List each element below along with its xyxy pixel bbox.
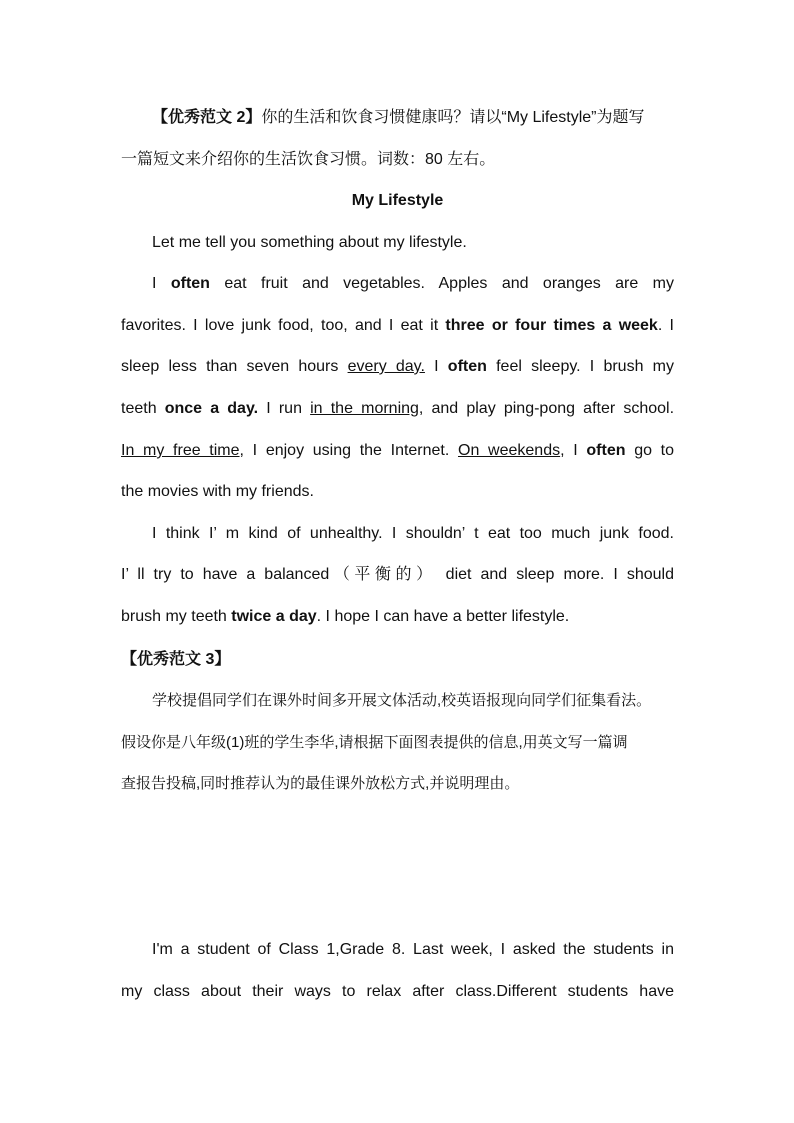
essay2-prompt-line-2: 一篇短文来介绍你的生活饮食习惯。词数：80 左右。 <box>121 151 496 168</box>
essay2-line-4: teeth once a day. I run in the morning, and play ping-pong after school. <box>121 400 675 417</box>
essay2-paragraph-1: Let me tell you something about my lifestyle. <box>152 234 467 251</box>
essay2-header-tag: 【优秀范文 2】 <box>152 109 262 126</box>
essay3-prompt-line-2: 假设你是八年级(1)班的学生李华,请根据下面图表提供的信息,用英文写一篇调 <box>121 734 628 751</box>
essay3-body-line-1: I'm a student of Class 1,Grade 8. Last week, I asked the students in <box>152 941 674 958</box>
essay2-prompt-line-1: 【优秀范文 2】你的生活和饮食习惯健康吗？请以“My Lifestyle”为题写 <box>152 109 645 126</box>
essay2-line-7: I think I’ m kind of unhealthy. I shouldn’ t eat too much junk food. <box>152 525 674 542</box>
essay2-line-8: I’ ll try to have a balanced（平衡的） diet and sleep more. I should <box>121 566 674 583</box>
essay2-line-1: I often eat fruit and vegetables. Apples and oranges are my <box>152 275 674 292</box>
essay2-line-6: the movies with my friends. <box>121 483 314 500</box>
essay2-line-9: brush my teeth twice a day. I hope I can have a better lifestyle. <box>121 608 570 625</box>
essay2-line-2: favorites. I love junk food, too, and I eat it three or four times a week. I <box>121 317 675 334</box>
essay2-title: My Lifestyle <box>351 192 444 209</box>
essay3-prompt-line-3: 查报告投稿,同时推荐认为的最佳课外放松方式,并说明理由。 <box>121 775 520 792</box>
essay2-line-3: sleep less than seven hours every day. I often feel sleepy. I brush my <box>121 358 675 375</box>
essay3-prompt-line-1: 学校提倡同学们在课外时间多开展文体活动,校英语报现向同学们征集看法。 <box>152 692 652 709</box>
essay2-line-5: In my free time, I enjoy using the Internet. On weekends, I often go to <box>121 442 675 459</box>
essay3-body-line-2: my class about their ways to relax after class.Different students have <box>121 983 674 1000</box>
essay3-header-tag: 【优秀范文 3】 <box>121 651 231 668</box>
